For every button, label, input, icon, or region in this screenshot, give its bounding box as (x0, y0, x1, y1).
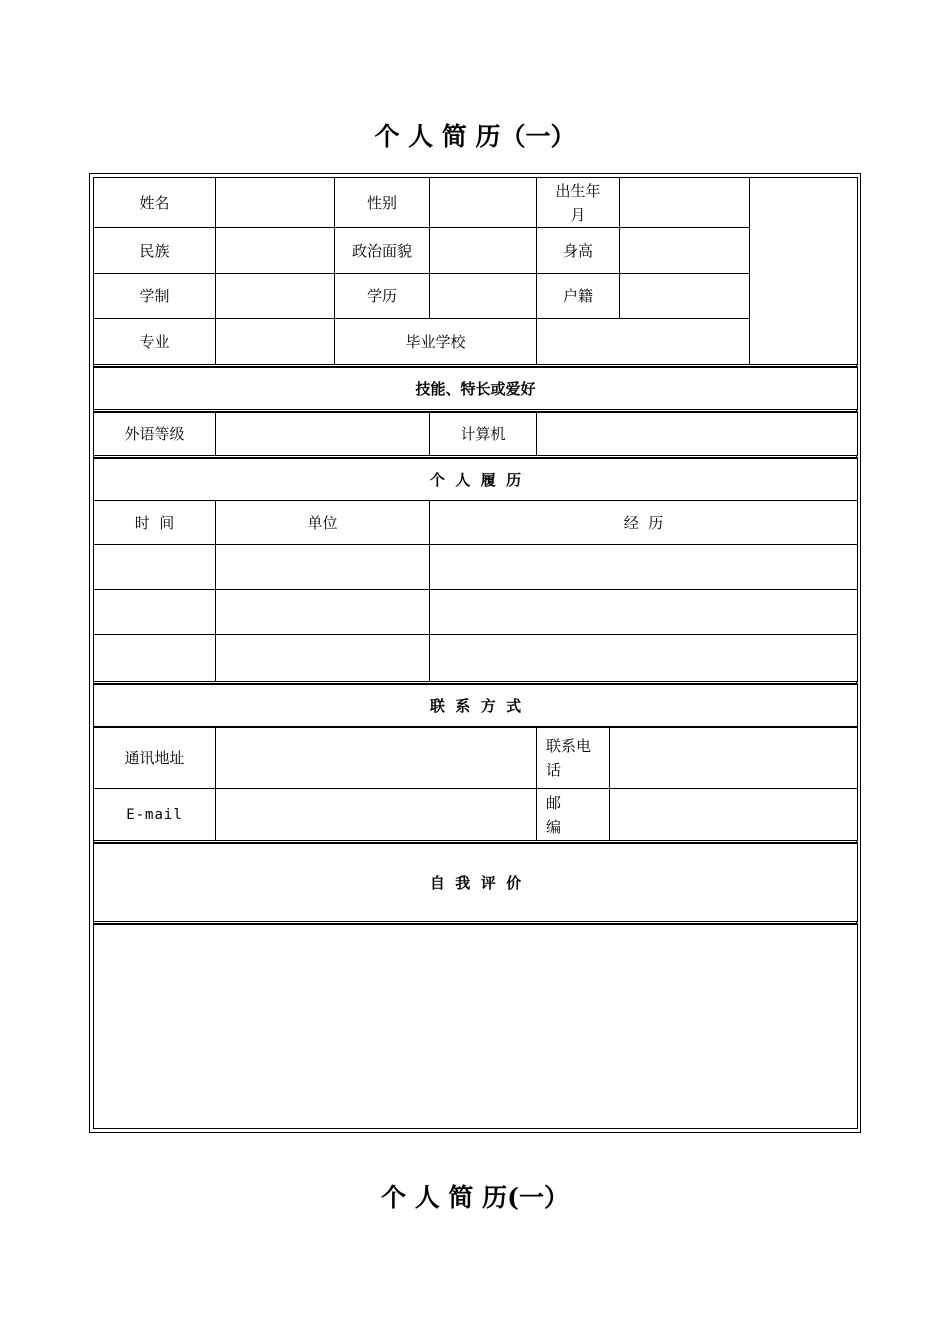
input-address[interactable] (215, 727, 537, 789)
label-household-text: 户籍 (562, 287, 593, 305)
label-email-text: E-mail (126, 806, 183, 823)
label-school-text: 毕业学校 (405, 332, 466, 351)
section-history-heading (93, 458, 858, 501)
section-history-heading-text: 个 人 履 历 (429, 470, 522, 489)
history-row-unit[interactable] (215, 544, 430, 590)
history-row-experience[interactable] (429, 544, 858, 590)
input-household[interactable] (619, 273, 750, 319)
history-row-experience[interactable] (429, 589, 858, 635)
label-education (334, 273, 430, 319)
label-schooling (93, 273, 216, 319)
section-contact-heading (93, 684, 858, 727)
label-gender (334, 177, 430, 228)
label-major (93, 318, 216, 365)
input-language[interactable] (215, 412, 430, 456)
section-skills-heading (93, 367, 858, 410)
photo-box[interactable] (749, 177, 858, 365)
page-title-repeat: 个 人 简 历(一） (381, 1183, 569, 1212)
history-row-experience[interactable] (429, 634, 858, 682)
label-language-text: 外语等级 (124, 425, 185, 443)
section-skills-heading-text: 技能、特长或爱好 (415, 379, 536, 398)
label-gender-text: 性别 (366, 193, 397, 212)
label-school (334, 318, 537, 365)
label-computer (429, 412, 537, 456)
input-postcode[interactable] (609, 788, 858, 841)
label-address-text: 通讯地址 (124, 749, 185, 767)
label-height-text: 身高 (562, 241, 593, 260)
label-phone-text: 联系电话 (546, 737, 592, 779)
input-self-evaluation[interactable] (93, 924, 858, 1129)
label-name-text: 姓名 (139, 193, 170, 212)
label-education-text: 学历 (366, 287, 397, 305)
history-row-time[interactable] (93, 634, 216, 682)
input-education[interactable] (429, 273, 537, 319)
label-postcode-text: 邮编 (546, 793, 562, 836)
label-household (536, 273, 620, 319)
column-time-text: 时 间 (134, 513, 175, 532)
column-unit (215, 500, 430, 545)
input-email[interactable] (215, 788, 537, 841)
label-politics (334, 227, 430, 274)
label-height (536, 227, 620, 274)
history-row-unit[interactable] (215, 634, 430, 682)
input-gender[interactable] (429, 177, 537, 228)
column-experience (429, 500, 858, 545)
input-school[interactable] (536, 318, 750, 365)
input-birth[interactable] (619, 177, 750, 228)
input-computer[interactable] (536, 412, 858, 456)
label-name (93, 177, 216, 228)
input-politics[interactable] (429, 227, 537, 274)
section-evaluation-heading-text: 自 我 评 价 (429, 873, 522, 892)
input-ethnicity[interactable] (215, 227, 335, 274)
label-phone (536, 727, 610, 789)
label-birth (536, 177, 620, 228)
label-email (93, 788, 216, 841)
label-ethnicity (93, 227, 216, 274)
label-language (93, 412, 216, 456)
input-name[interactable] (215, 177, 335, 228)
section-evaluation-heading (93, 843, 858, 922)
label-politics-text: 政治面貌 (351, 241, 412, 260)
input-major[interactable] (215, 318, 335, 365)
input-schooling[interactable] (215, 273, 335, 319)
label-computer-text: 计算机 (460, 425, 506, 443)
input-height[interactable] (619, 227, 750, 274)
label-address (93, 727, 216, 789)
column-time (93, 500, 216, 545)
input-phone[interactable] (609, 727, 858, 789)
column-experience-text: 经 历 (623, 513, 664, 532)
label-ethnicity-text: 民族 (139, 241, 170, 260)
history-row-time[interactable] (93, 544, 216, 590)
section-contact-heading-text: 联 系 方 式 (429, 696, 522, 715)
label-birth-text: 出生年月 (555, 181, 601, 224)
label-schooling-text: 学制 (139, 287, 170, 305)
column-unit-text: 单位 (307, 513, 338, 532)
page-title: 个 人 简 历（一） (374, 122, 576, 151)
label-postcode (536, 788, 610, 841)
history-row-unit[interactable] (215, 589, 430, 635)
label-major-text: 专业 (139, 332, 170, 351)
history-row-time[interactable] (93, 589, 216, 635)
